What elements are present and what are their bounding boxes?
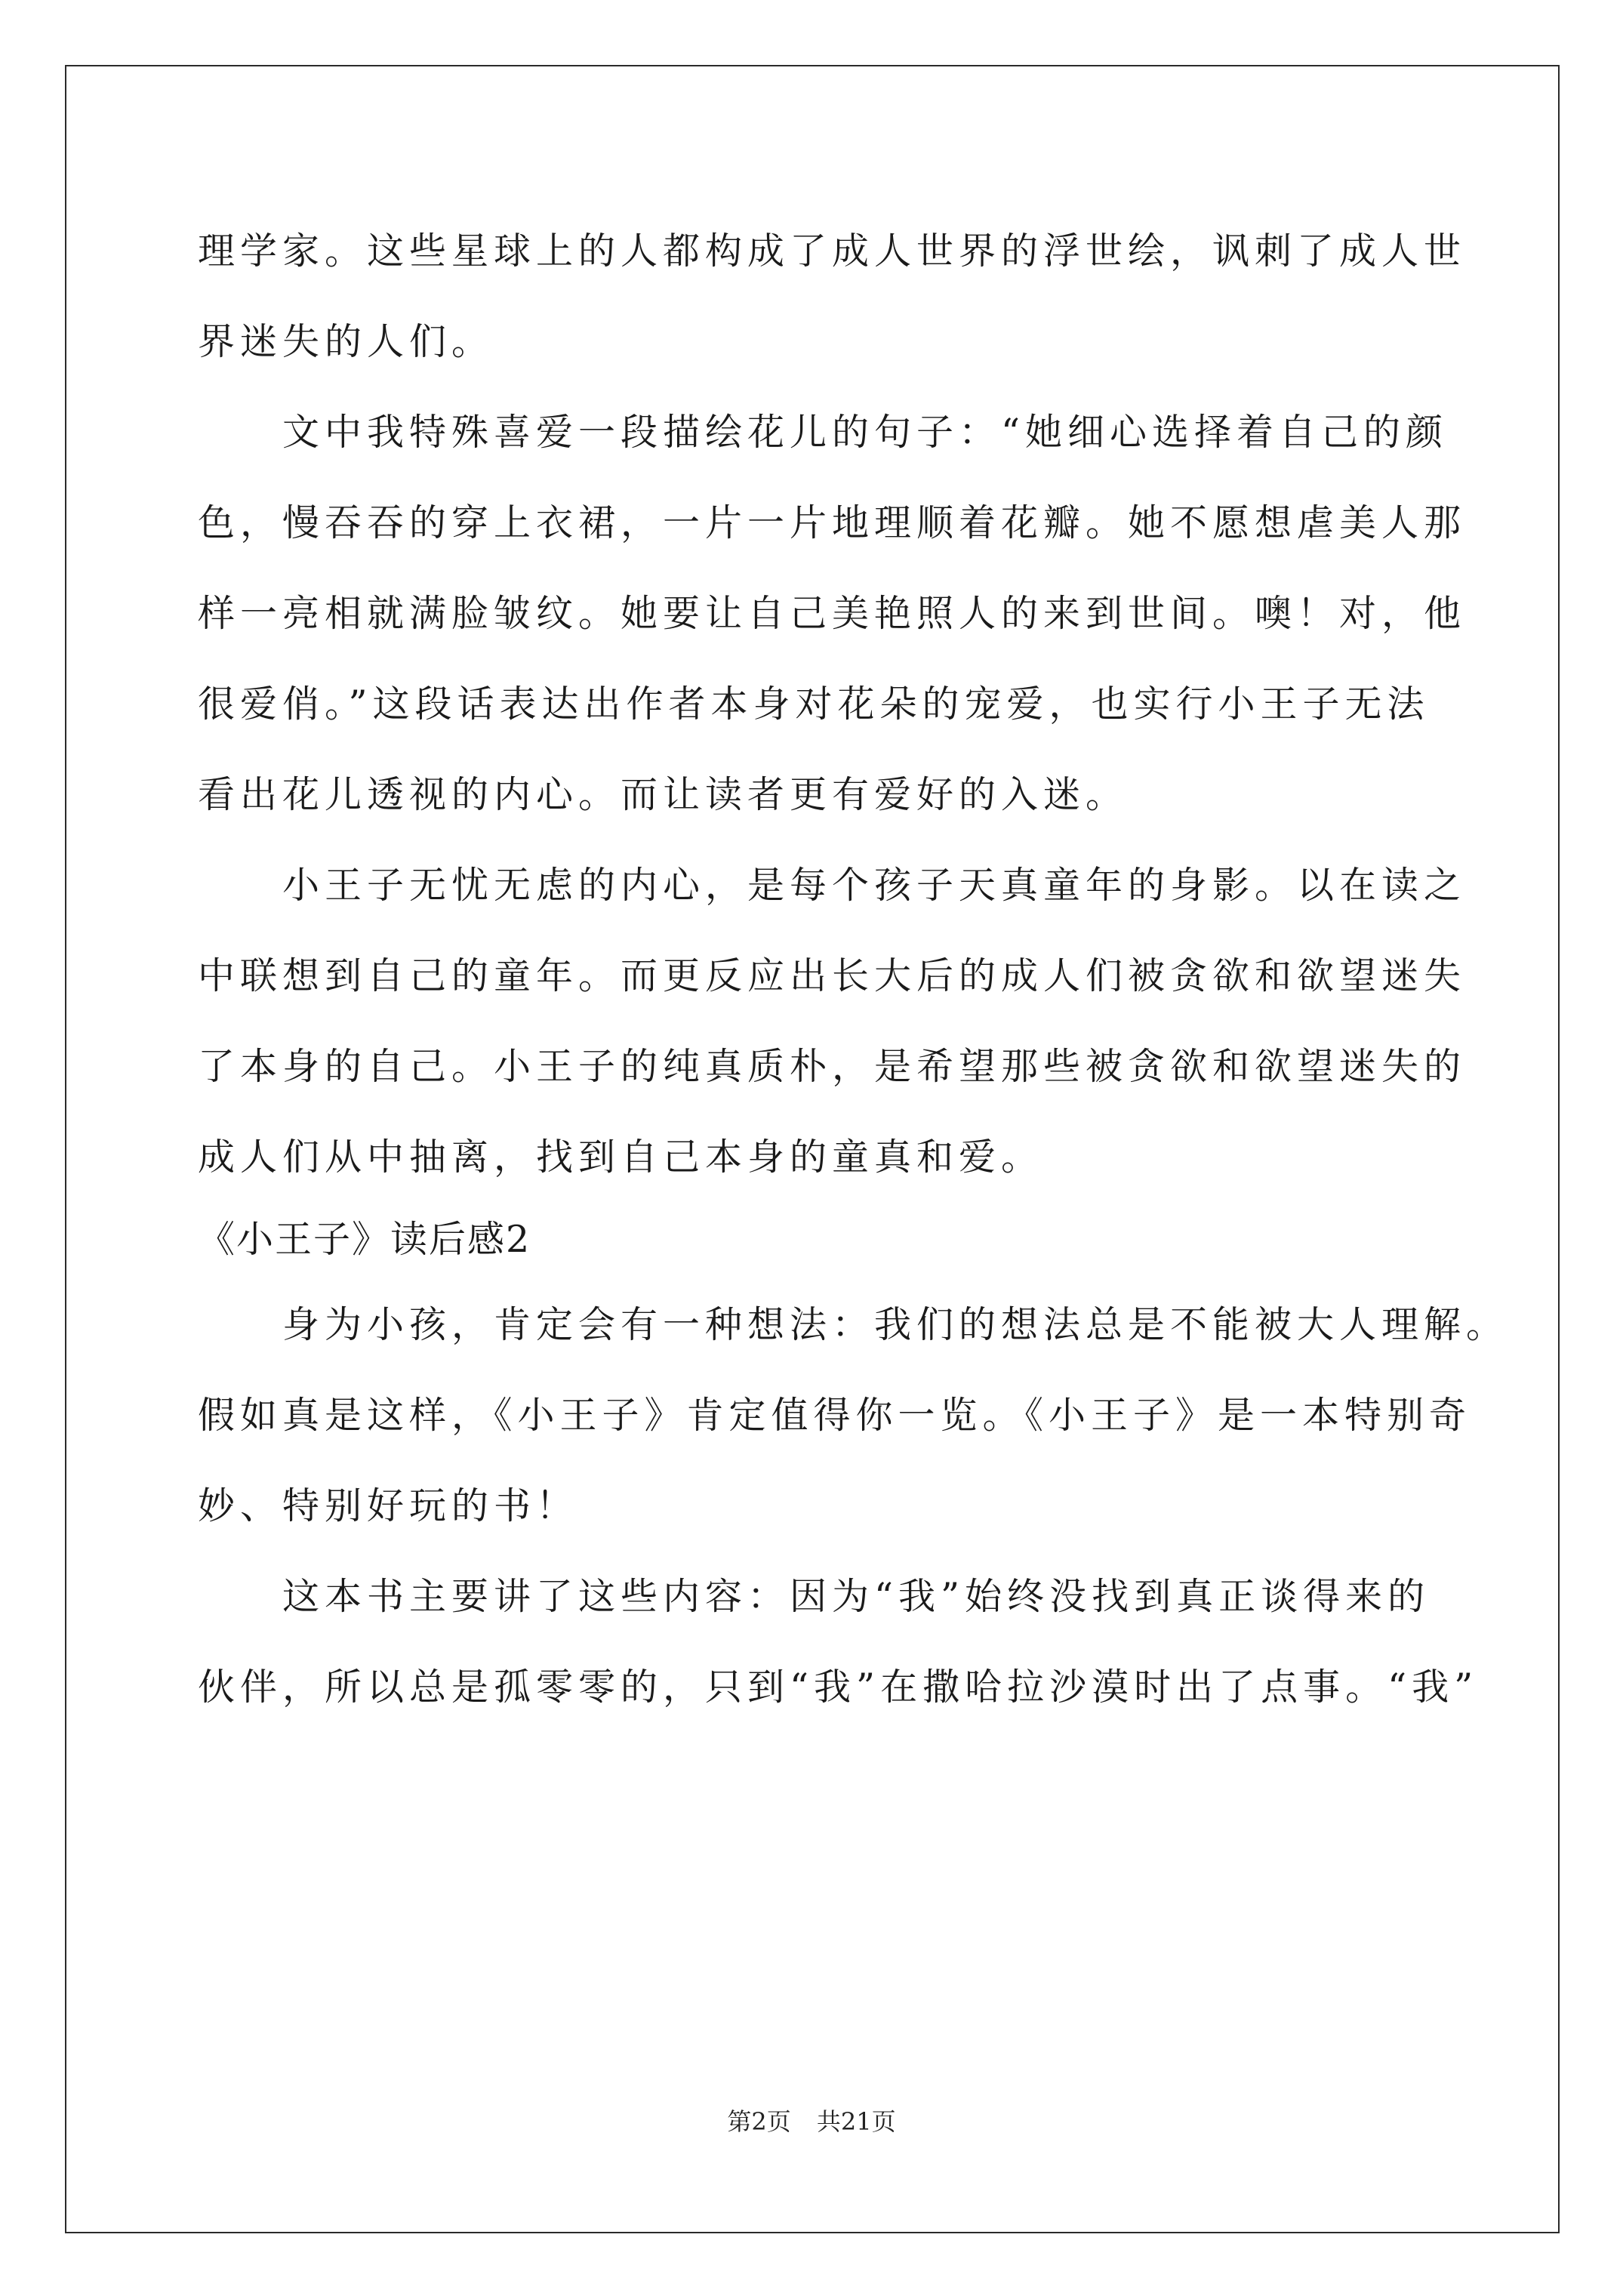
paragraph-start-line: 文中我特殊喜爱一段描绘花儿的句子：“她细心选择着自己的颜 <box>282 411 1449 454</box>
page-footer <box>0 2106 1623 2137</box>
body-line: 妙、特别好玩的书！ <box>198 1484 579 1527</box>
body-line: 了本身的自己。小王子的纯真质朴，是希望那些被贪欲和欲望迷失的 <box>198 1045 1467 1088</box>
paragraph-start-line: 小王子无忧无虑的内心，是每个孩子天真童年的身影。以在读之 <box>282 864 1467 907</box>
body-line: 假如真是这样，《小王子》肯定值得你一览。《小王子》是一本特别奇 <box>198 1394 1472 1437</box>
body-line: 看出花儿透视的内心。而让读者更有爱好的入迷。 <box>198 773 1129 816</box>
body-line: 中联想到自己的童年。而更反应出长大后的成人们被贪欲和欲望迷失 <box>198 954 1467 997</box>
body-line: 色，慢吞吞的穿上衣裙，一片一片地理顺着花瓣。她不愿想虐美人那 <box>198 501 1467 544</box>
paragraph-start-line: 这本书主要讲了这些内容：因为“我”始终没找到真正谈得来的 <box>282 1575 1431 1618</box>
body-line: 理学家。这些星球上的人都构成了成人世界的浮世绘，讽刺了成人世 <box>198 230 1467 273</box>
body-line: 样一亮相就满脸皱纹。她要让自己美艳照人的来到世间。噢！对，他 <box>198 592 1467 635</box>
body-line: 伙伴，所以总是孤零零的，只到“我”在撒哈拉沙漠时出了点事。“我” <box>198 1666 1479 1709</box>
paragraph-start-line: 身为小孩，肯定会有一种想法：我们的想法总是不能被大人理解。 <box>282 1303 1509 1346</box>
page-number: 第2页 <box>727 2107 791 2136</box>
body-line: 成人们从中抽离，找到自己本身的童真和爱。 <box>198 1136 1044 1179</box>
body-line: 很爱俏。”这段话表达出作者本身对花朵的宠爱，也实行小王子无法 <box>198 683 1430 726</box>
section-heading: 《小王子》读后感2 <box>198 1218 531 1261</box>
body-line: 界迷失的人们。 <box>198 320 494 363</box>
page-total: 共21页 <box>816 2107 896 2136</box>
